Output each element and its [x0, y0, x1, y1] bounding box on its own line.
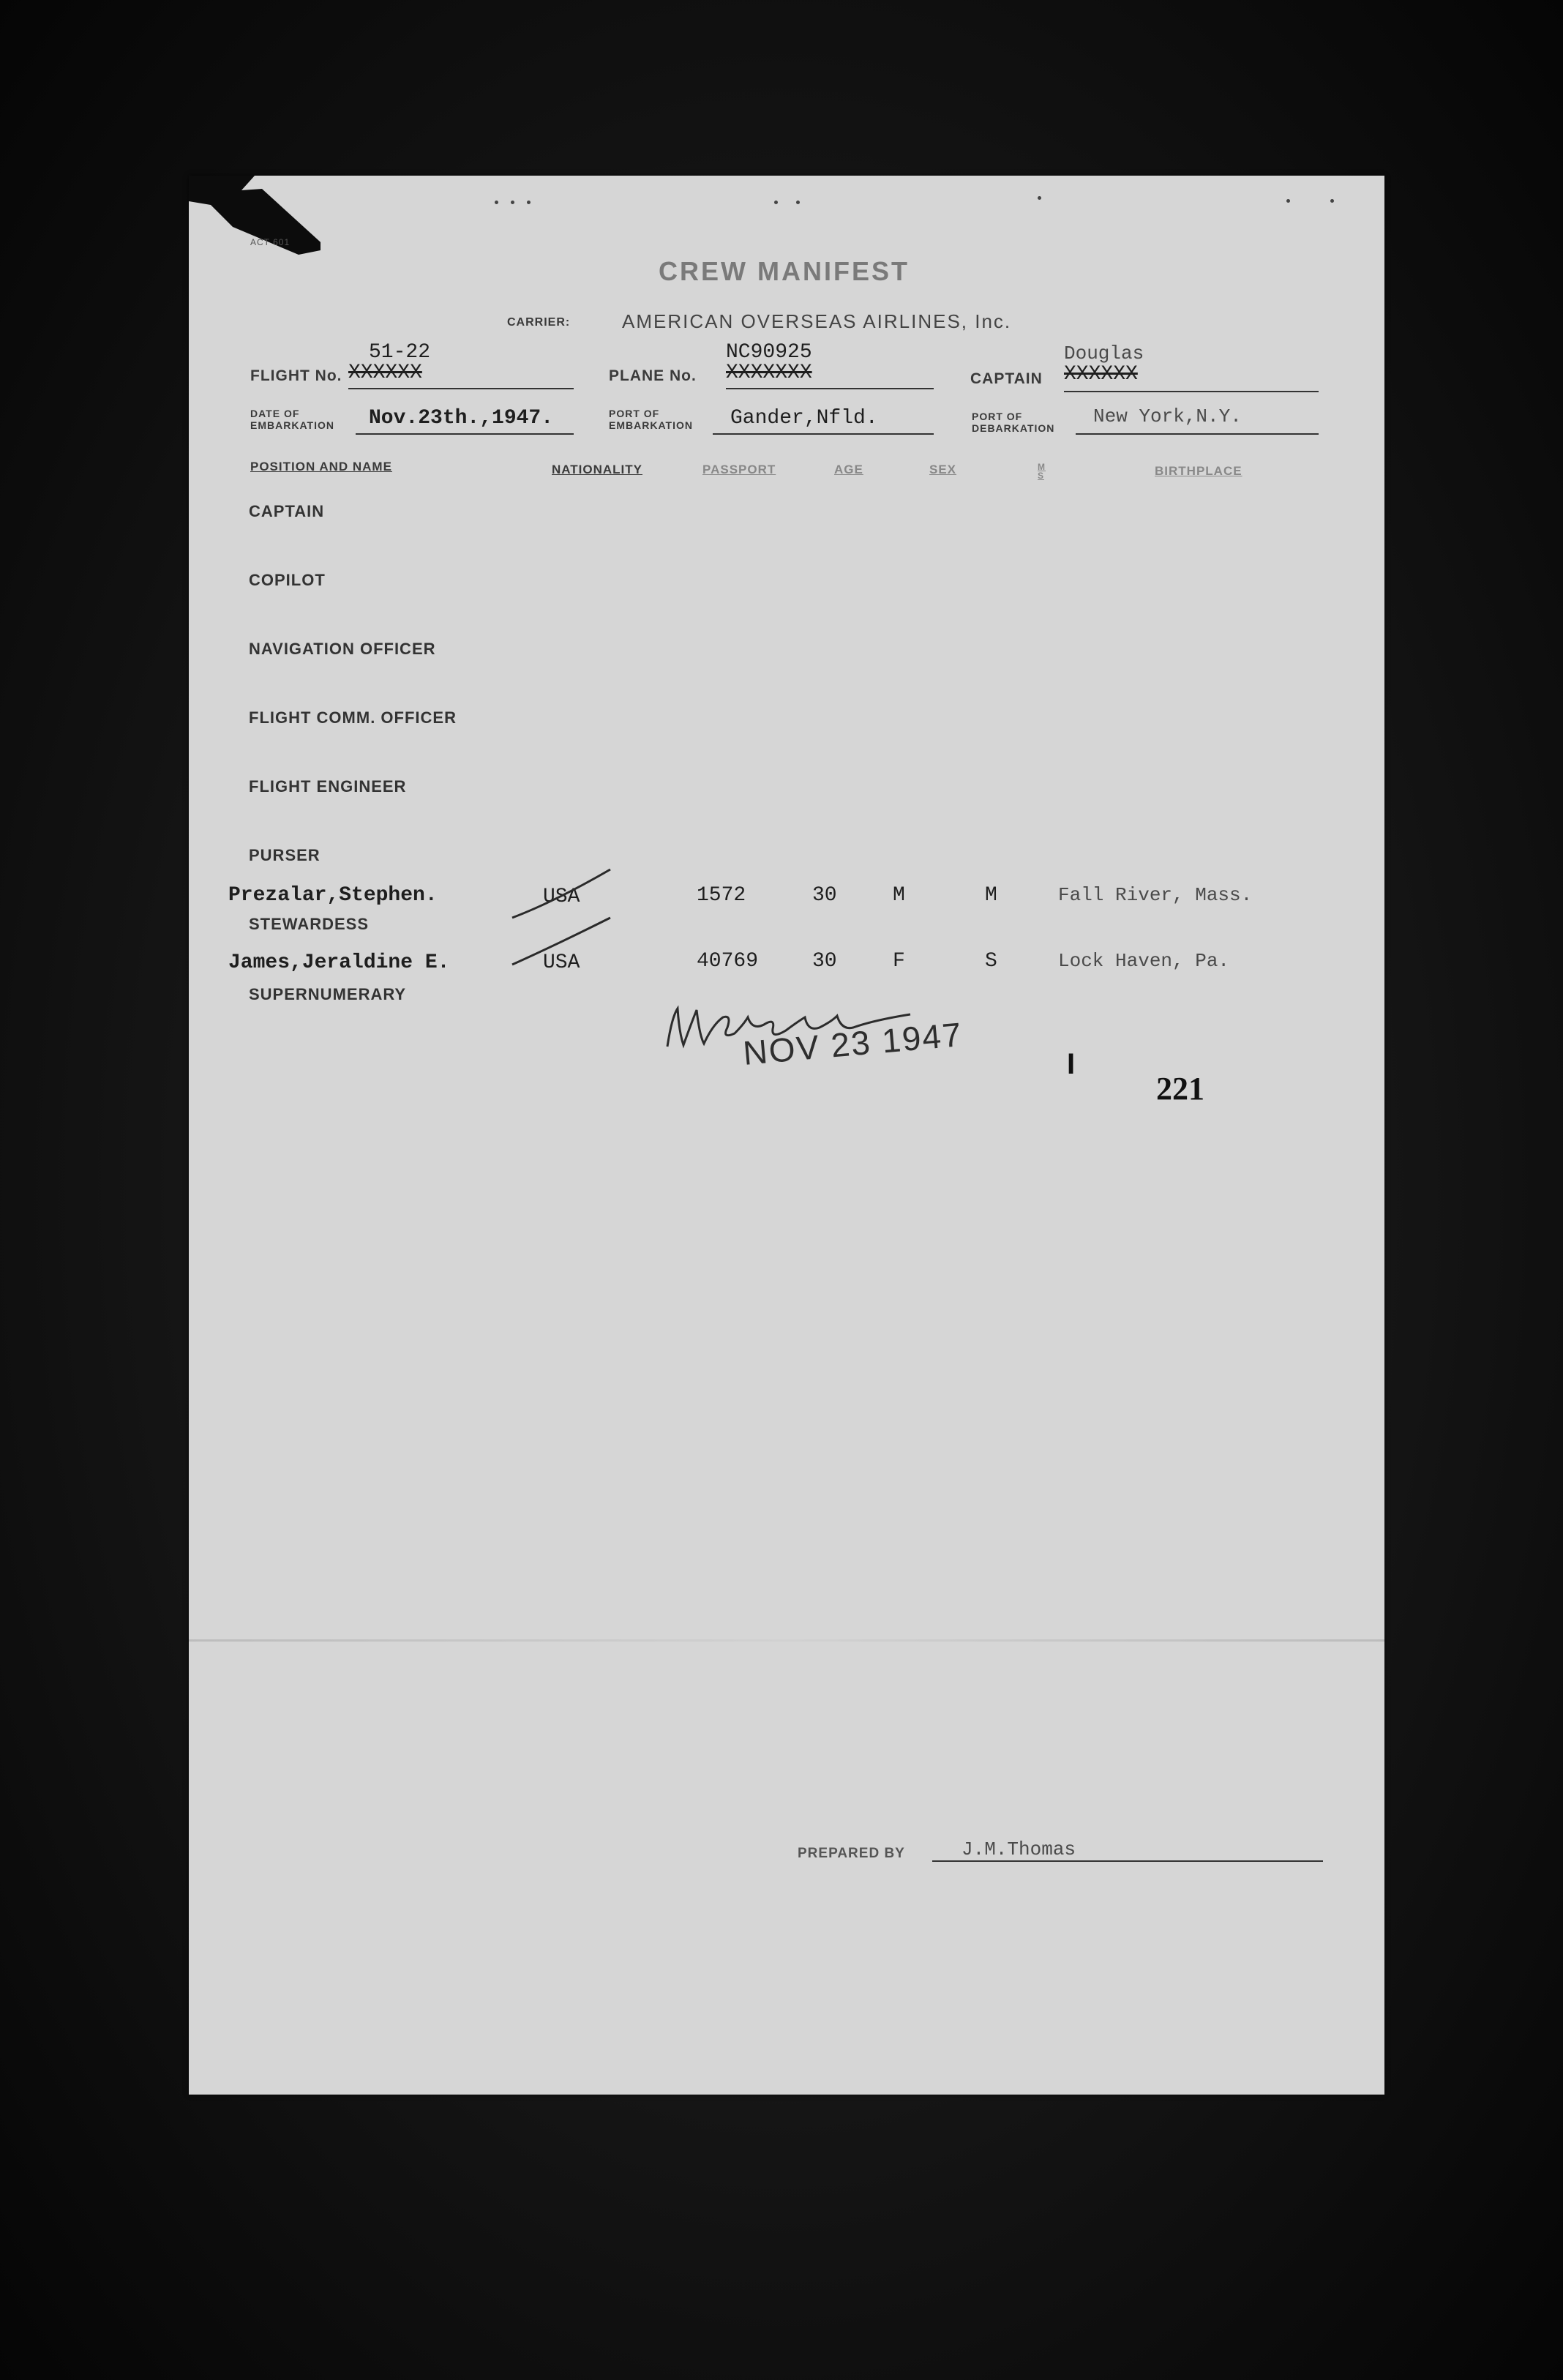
crew-1-age: 30 — [812, 884, 837, 907]
position-navigation-officer: NAVIGATION OFFICER — [249, 640, 436, 658]
debarkation-port-label-2: DEBARKATION — [972, 422, 1055, 434]
col-marital-status: M S — [1038, 462, 1046, 481]
crew-1-passport: 1572 — [697, 884, 746, 907]
flight-underline — [348, 388, 574, 389]
speck — [774, 201, 778, 204]
crew-2-sex: F — [893, 950, 905, 973]
form-number: ACT 601 — [250, 237, 291, 247]
speck — [495, 201, 498, 204]
position-flight-engineer: FLIGHT ENGINEER — [249, 777, 407, 796]
crew-1-nationality: USA — [543, 886, 580, 908]
carrier-value: AMERICAN OVERSEAS AIRLINES, Inc. — [622, 310, 1012, 332]
position-copilot: COPILOT — [249, 571, 326, 589]
strike-mark-1 — [512, 869, 610, 918]
speck — [796, 201, 800, 204]
crew-2-birthplace: Lock Haven, Pa. — [1058, 950, 1230, 972]
col-passport: PASSPORT — [702, 463, 776, 476]
speck — [511, 201, 514, 204]
captain-struck-value: XXXXXX — [1064, 363, 1138, 386]
captain-label: CAPTAIN — [970, 370, 1043, 387]
crew-1-birthplace: Fall River, Mass. — [1058, 884, 1253, 906]
col-age: AGE — [834, 463, 863, 476]
crew-2-age: 30 — [812, 950, 837, 973]
embarkation-date-value: Nov.23th.,1947. — [369, 407, 554, 430]
embarkation-date-label-1: DATE OF — [250, 408, 300, 419]
col-sex: SEX — [929, 463, 957, 476]
speck — [1038, 196, 1041, 200]
margin-mark: I — [1067, 1048, 1076, 1080]
speck — [527, 201, 531, 204]
flight-label: FLIGHT No. — [250, 367, 342, 384]
debarkation-port-underline — [1076, 433, 1319, 435]
flight-struck-value: XXXXXX — [348, 362, 422, 384]
crew-1-sex: M — [893, 884, 905, 907]
debarkation-port-value: New York,N.Y. — [1093, 405, 1242, 427]
col-nationality: NATIONALITY — [552, 463, 643, 476]
embarkation-port-label-1: PORT OF — [609, 408, 660, 419]
position-flight-comm-officer: FLIGHT COMM. OFFICER — [249, 708, 457, 727]
crew-2-passport: 40769 — [697, 950, 759, 973]
captain-underline — [1064, 391, 1319, 392]
prepared-by-value: J.M.Thomas — [962, 1838, 1076, 1860]
flight-value: 51-22 — [369, 341, 431, 364]
page-number: 221 — [1156, 1071, 1204, 1107]
crew-1-marital: M — [985, 884, 997, 907]
plane-value: NC90925 — [726, 341, 812, 364]
crew-1-name: Prezalar,Stephen. — [228, 884, 438, 907]
nationality-strike-marks — [511, 864, 613, 966]
crew-2-marital: S — [985, 950, 997, 973]
embarkation-port-underline — [713, 433, 934, 435]
prepared-by-label: PREPARED BY — [798, 1846, 905, 1861]
captain-value: Douglas — [1064, 343, 1144, 364]
position-captain: CAPTAIN — [249, 502, 325, 520]
page-title: CREW MANIFEST — [659, 256, 910, 286]
embarkation-date-label-2: EMBARKATION — [250, 419, 334, 431]
position-supernumerary: SUPERNUMERARY — [249, 985, 407, 1003]
col-position-and-name: POSITION AND NAME — [250, 460, 392, 474]
paper-fold — [189, 1639, 1384, 1642]
plane-struck-value: XXXXXXX — [726, 362, 812, 384]
embarkation-port-value: Gander,Nfld. — [730, 407, 878, 430]
plane-underline — [726, 388, 934, 389]
embarkation-port-label-2: EMBARKATION — [609, 419, 693, 431]
debarkation-port-label-1: PORT OF — [972, 411, 1023, 422]
col-birthplace: BIRTHPLACE — [1155, 464, 1242, 478]
stamp-date: NOV 23 1947 — [741, 1014, 964, 1073]
strike-mark-2 — [512, 918, 610, 965]
carrier-label: CARRIER: — [507, 316, 571, 329]
speck — [1286, 199, 1290, 203]
crew-2-name: James,Jeraldine E. — [228, 951, 450, 974]
speck — [1330, 199, 1334, 203]
prepared-by-underline — [932, 1860, 1323, 1862]
embarkation-date-underline — [356, 433, 574, 435]
crew-manifest-page — [189, 176, 1384, 2095]
plane-label: PLANE No. — [609, 367, 697, 384]
position-stewardess: STEWARDESS — [249, 915, 370, 933]
crew-2-nationality: USA — [543, 951, 580, 974]
position-purser: PURSER — [249, 846, 321, 864]
